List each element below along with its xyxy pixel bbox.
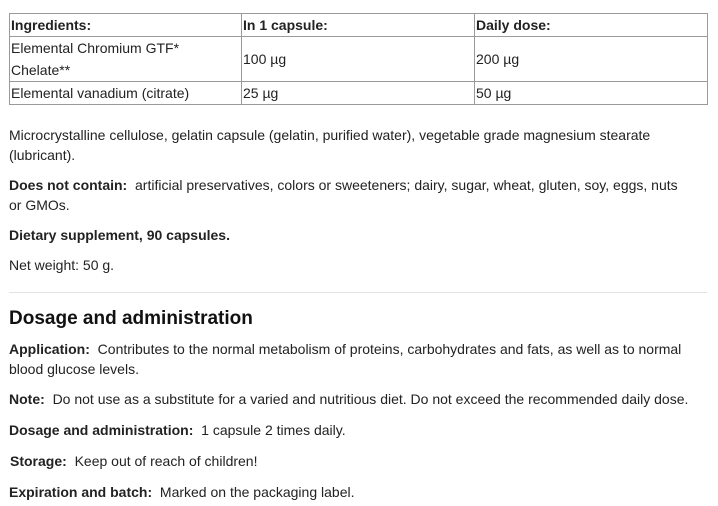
table-cell-per-capsule: 100 µg: [242, 37, 475, 82]
table-cell-per-capsule: 25 µg: [242, 82, 475, 105]
table-header-daily-dose: Daily dose:: [475, 14, 708, 37]
table-header-per-capsule: In 1 capsule:: [242, 14, 475, 37]
section-divider: [9, 292, 707, 293]
note-label: Note:: [9, 391, 45, 407]
table-row: [10, 37, 708, 82]
expiration-text: Marked on the packaging label.: [159, 484, 355, 500]
table-header-ingredients: Ingredients:: [10, 14, 242, 37]
storage-label: Storage:: [10, 453, 67, 469]
table-cell-ingredient: Elemental Chromium GTF* Chelate**: [10, 37, 242, 82]
note: [9, 389, 691, 409]
section-title: Dosage and administration: [9, 308, 253, 329]
expiration: [9, 482, 691, 502]
note-text: Do not use as a substitute for a varied and nutritious diet. Do not exceed the recommended daily dose.: [52, 391, 689, 407]
does-not-contain-text: artificial preservatives, colors or sweeteners; dairy, sugar, wheat, gluten, soy, eggs, nuts or GMOs.: [9, 177, 678, 213]
dosage-label: Dosage and administration:: [9, 422, 194, 438]
expiration-label: Expiration and batch:: [9, 484, 153, 500]
does-not-contain: [9, 175, 691, 215]
table-cell-daily-dose: 50 µg: [475, 82, 708, 105]
ingredients-table: [9, 13, 708, 105]
application-label: Application:: [9, 341, 90, 357]
supplement-text: Dietary supplement, 90 capsules.: [9, 227, 230, 243]
application-text: Contributes to the normal metabolism of proteins, carbohydrates and fats, as well as to normal blood glucose levels.: [9, 341, 682, 377]
table-header-row: [10, 14, 708, 37]
table-row: [10, 82, 708, 105]
dosage: [9, 420, 691, 440]
table-cell-ingredient: Elemental vanadium (citrate): [10, 82, 242, 105]
dosage-text: 1 capsule 2 times daily.: [201, 422, 346, 438]
table-cell-daily-dose: 200 µg: [475, 37, 708, 82]
net-weight-text: Net weight: 50 g.: [9, 257, 115, 273]
application: [9, 339, 691, 379]
does-not-contain-label: Does not contain:: [9, 177, 128, 193]
storage: [9, 451, 691, 471]
composition-text: Microcrystalline cellulose, gelatin capsule (gelatin, purified water), vegetable grade magnesium stearate (lubricant).: [9, 127, 651, 163]
storage-text: Keep out of reach of children!: [74, 453, 258, 469]
